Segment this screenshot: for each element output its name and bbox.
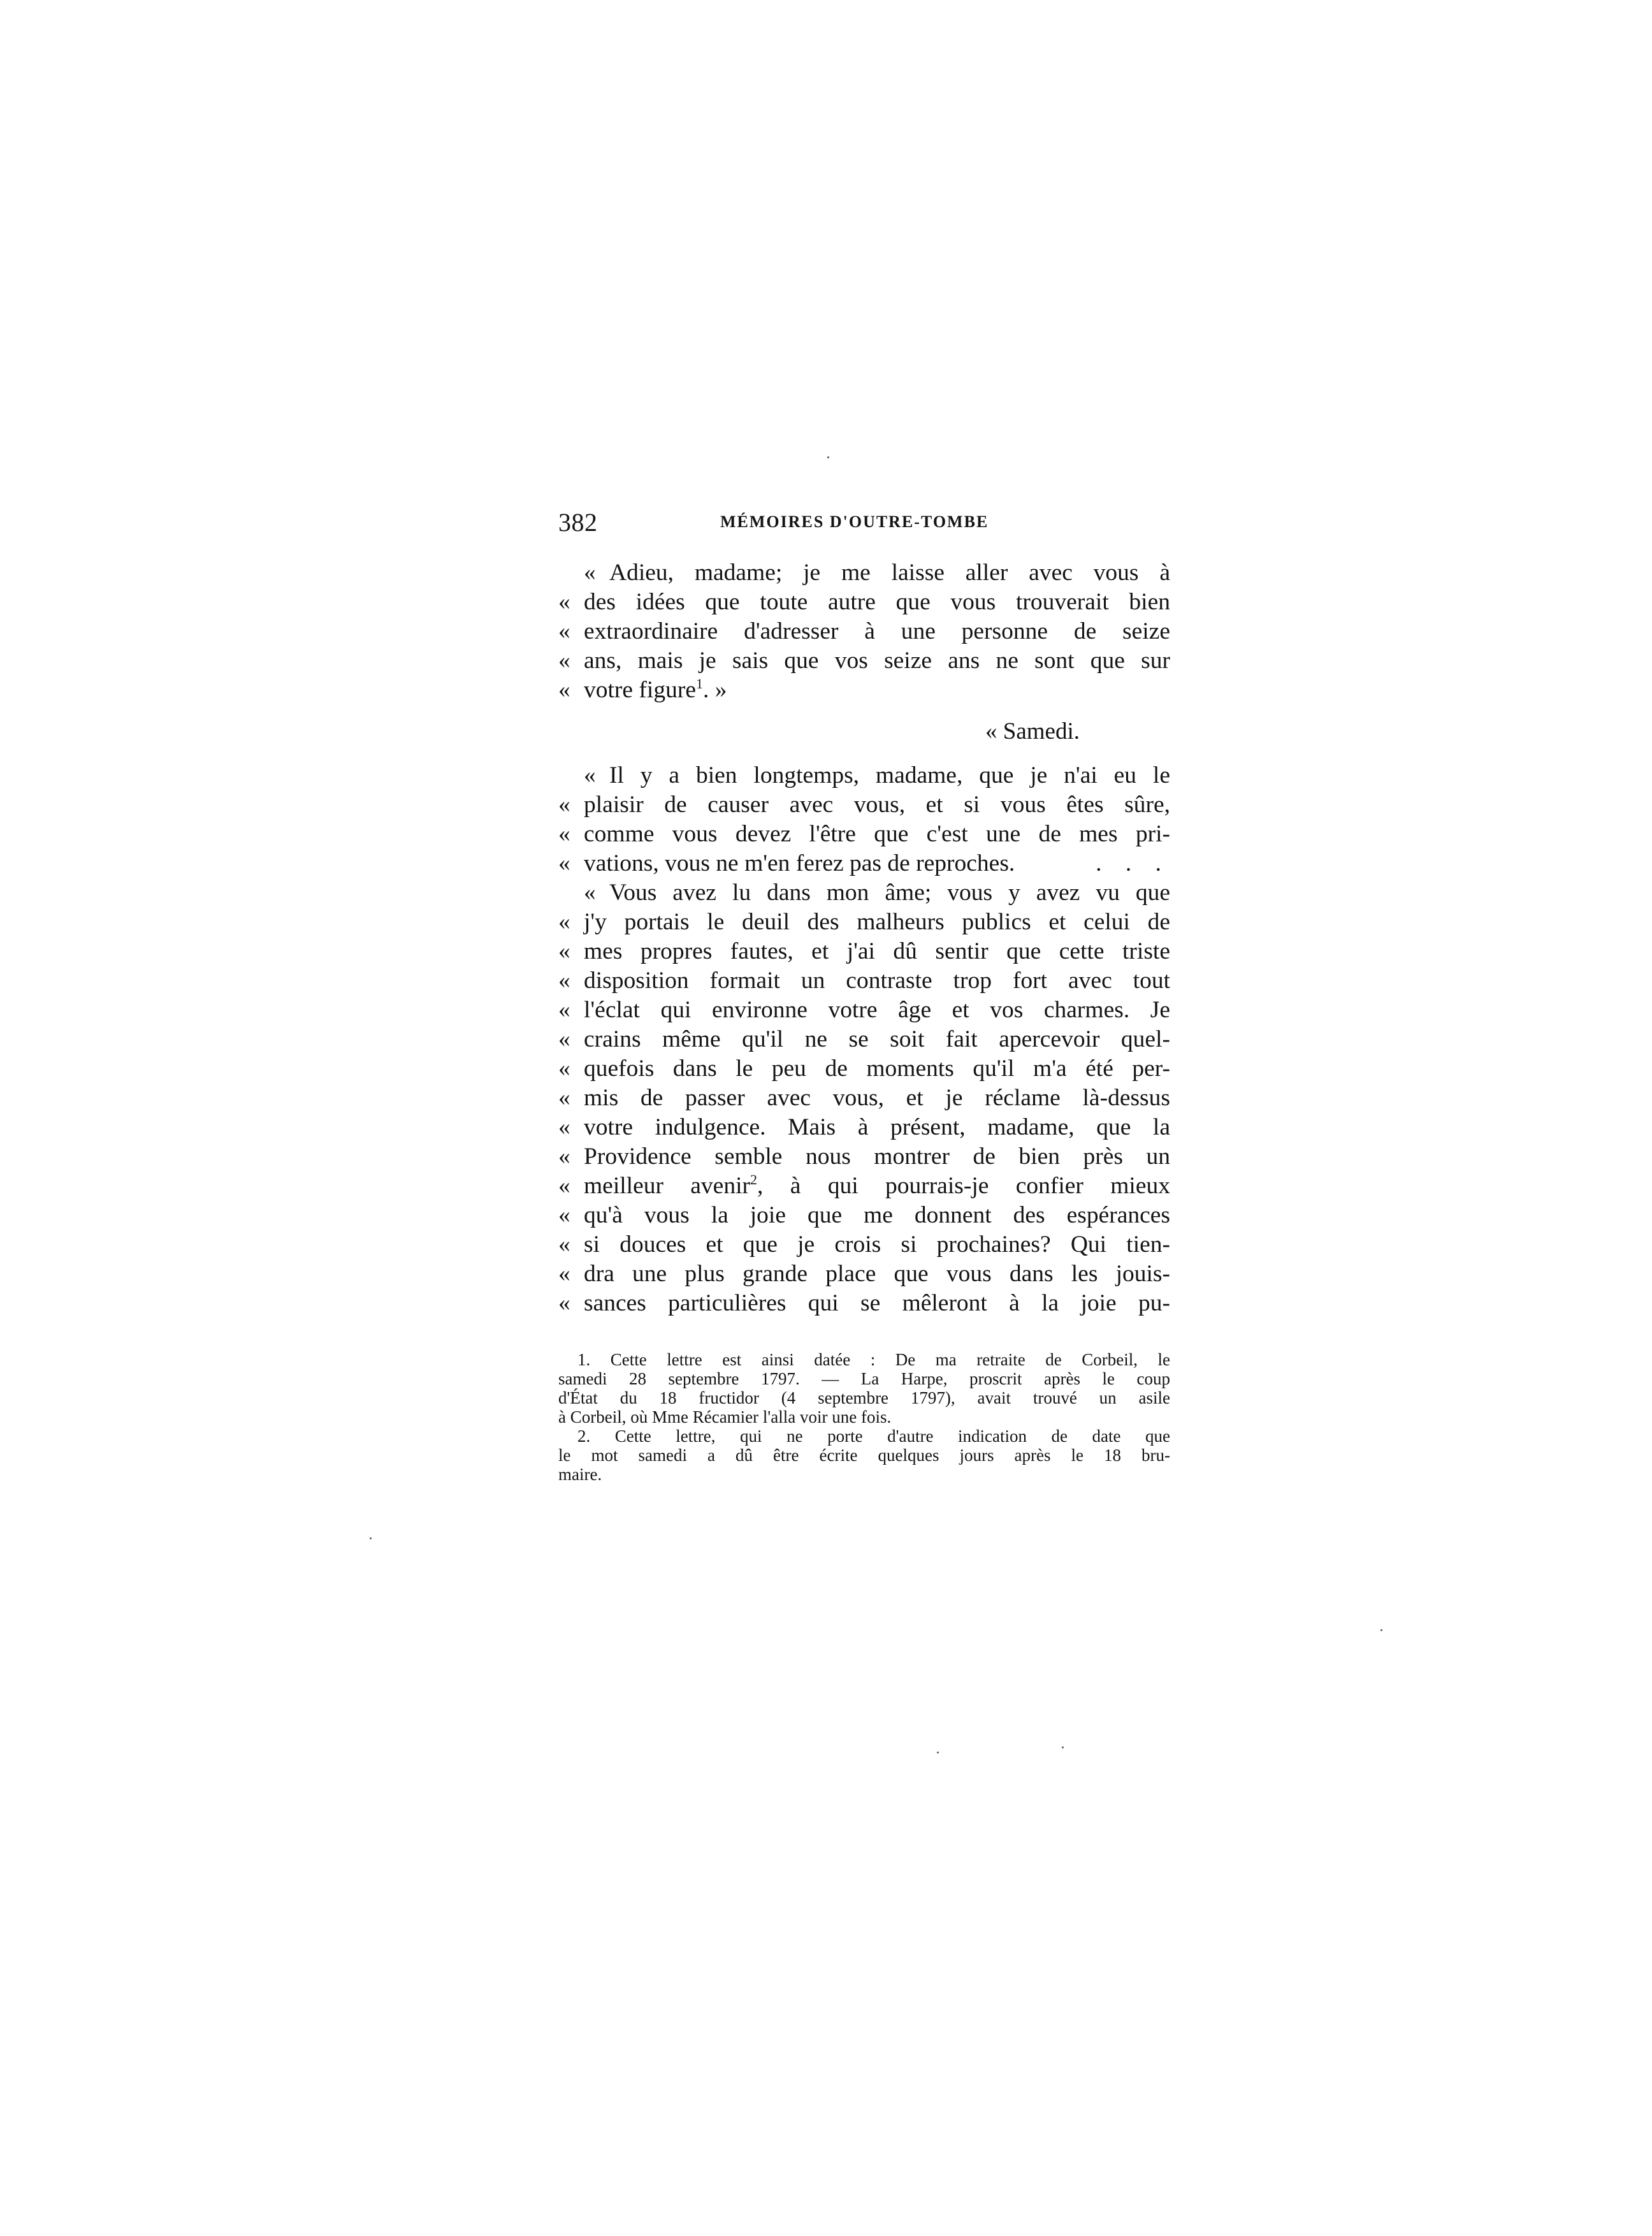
guillemet: « xyxy=(558,1143,570,1170)
text-line xyxy=(558,1142,1170,1172)
text-line xyxy=(558,646,1170,676)
line-text: quefois dans le peu de moments qu'il m'a été per- xyxy=(584,1056,1170,1082)
text-line xyxy=(558,617,1170,646)
line-text: dra une plus grande place que vous dans les jouis- xyxy=(584,1261,1170,1287)
text-line xyxy=(558,1289,1170,1318)
text-line xyxy=(558,996,1170,1025)
line-text-after: , à qui pourrais-je confier mieux xyxy=(757,1173,1170,1199)
line-text xyxy=(584,1172,1170,1201)
guillemet: « xyxy=(558,677,570,703)
text-line xyxy=(558,1084,1170,1113)
line-text: comme vous devez l'être que c'est une de mes pri- xyxy=(584,821,1170,847)
line-text: Il y a bien longtemps, madame, que je n'ai eu le xyxy=(609,762,1170,788)
line-text xyxy=(584,849,1170,878)
text-line xyxy=(558,1230,1170,1260)
footnote-line: à Corbeil, où Mme Récamier l'alla voir une fois. xyxy=(558,1407,892,1427)
line-text: l'éclat qui environne votre âge et vos charmes. Je xyxy=(584,997,1170,1023)
text-line xyxy=(558,1025,1170,1054)
guillemet: « xyxy=(558,968,570,994)
text-line xyxy=(558,849,1170,878)
line-text: Vous avez lu dans mon âme; vous y avez vu que xyxy=(609,880,1170,906)
line-text: votre indulgence. Mais à présent, madame, que la xyxy=(584,1114,1170,1140)
line-text-after: . » xyxy=(702,677,727,703)
footnote-line: d'État du 18 fructidor (4 septembre 1797), avait trouvé un asile xyxy=(558,1388,1170,1407)
footnote-line: maire. xyxy=(558,1465,602,1484)
line-text: extraordinaire d'adresser à une personne de seize xyxy=(584,618,1170,644)
guillemet: « xyxy=(558,821,570,847)
line-text: mes propres fautes, et j'ai dû sentir que cette triste xyxy=(584,938,1170,964)
text-line xyxy=(558,676,1170,705)
text-line xyxy=(558,878,1170,908)
guillemet: « xyxy=(558,1261,570,1287)
page-number: 382 xyxy=(558,508,598,537)
ellipsis-dots: . . . xyxy=(1096,850,1170,876)
line-text: sances particulières qui se mêleront à la joie pu- xyxy=(584,1290,1170,1316)
line-text: Providence semble nous montrer de bien près un xyxy=(584,1143,1170,1170)
text-line xyxy=(558,937,1170,966)
running-title: MÉMOIRES D'OUTRE-TOMBE xyxy=(720,512,989,531)
line-text: j'y portais le deuil des malheurs publics et celui de xyxy=(584,909,1170,935)
guillemet: « xyxy=(558,1231,570,1258)
footnote-line: 2. Cette lettre, qui ne porte d'autre indication de date que xyxy=(577,1427,1170,1446)
guillemet: « xyxy=(558,618,570,644)
guillemet: « xyxy=(558,1173,570,1199)
text-line xyxy=(558,966,1170,996)
line-text: Adieu, madame; je me laisse aller avec vous à xyxy=(609,560,1170,586)
line-text-before: meilleur avenir xyxy=(584,1173,750,1199)
line-text: ans, mais je sais que vos seize ans ne sont que sur xyxy=(584,648,1170,674)
line-text-main: vations, vous ne m'en ferez pas de reproches. xyxy=(584,850,1015,876)
text-line xyxy=(558,1054,1170,1084)
text-line xyxy=(558,588,1170,617)
scan-speck xyxy=(370,1537,372,1539)
line-text: des idées que toute autre que vous trouverait bien xyxy=(584,589,1170,615)
text-line xyxy=(558,761,1170,790)
guillemet: « xyxy=(558,589,570,615)
line-text: disposition formait un contraste trop fort avec tout xyxy=(584,968,1170,994)
text-line xyxy=(558,908,1170,937)
scan-speck xyxy=(937,1752,939,1753)
scan-speck xyxy=(1062,1746,1064,1748)
guillemet: « xyxy=(558,1202,570,1228)
guillemet: « xyxy=(558,938,570,964)
text-line xyxy=(558,1201,1170,1230)
line-text: plaisir de causer avec vous, et si vous êtes sûre, xyxy=(584,792,1170,818)
guillemet: « xyxy=(558,1290,570,1316)
guillemet: « xyxy=(558,1085,570,1111)
guillemet: « xyxy=(558,1114,570,1140)
line-text-before: votre figure xyxy=(584,677,696,703)
footnote-ref-2: 2 xyxy=(750,1172,757,1187)
footnote-line: samedi 28 septembre 1797. — La Harpe, proscrit après le coup xyxy=(558,1369,1170,1388)
guillemet: « xyxy=(558,1026,570,1052)
line-text: crains même qu'il ne se soit fait apercevoir quel- xyxy=(584,1026,1170,1052)
guillemet: « xyxy=(558,850,570,876)
line-text xyxy=(584,676,1170,705)
text-line xyxy=(558,1113,1170,1142)
letter-signoff: « Samedi. xyxy=(985,718,1080,744)
text-line xyxy=(558,1172,1170,1201)
text-line xyxy=(558,558,1170,588)
guillemet: « xyxy=(558,792,570,818)
guillemet: « xyxy=(584,880,596,906)
footnote-ref-1: 1 xyxy=(695,676,703,692)
scan-speck xyxy=(827,456,829,458)
guillemet: « xyxy=(558,1056,570,1082)
text-line xyxy=(558,790,1170,820)
guillemet: « xyxy=(558,909,570,935)
guillemet: « xyxy=(558,997,570,1023)
guillemet: « xyxy=(558,648,570,674)
line-text: mis de passer avec vous, et je réclame là-dessus xyxy=(584,1085,1170,1111)
footnote-line: 1. Cette lettre est ainsi datée : De ma retraite de Corbeil, le xyxy=(577,1350,1170,1369)
scan-speck xyxy=(1380,1629,1382,1631)
page-header xyxy=(558,507,1170,539)
guillemet: « xyxy=(584,560,596,586)
line-text: qu'à vous la joie que me donnent des espérances xyxy=(584,1202,1170,1228)
line-text: si douces et que je crois si prochaines? Qui tien- xyxy=(584,1231,1170,1258)
text-line xyxy=(558,1260,1170,1289)
footnote-line: le mot samedi a dû être écrite quelques jours après le 18 bru- xyxy=(558,1446,1170,1465)
text-line xyxy=(558,820,1170,849)
guillemet: « xyxy=(584,762,596,788)
